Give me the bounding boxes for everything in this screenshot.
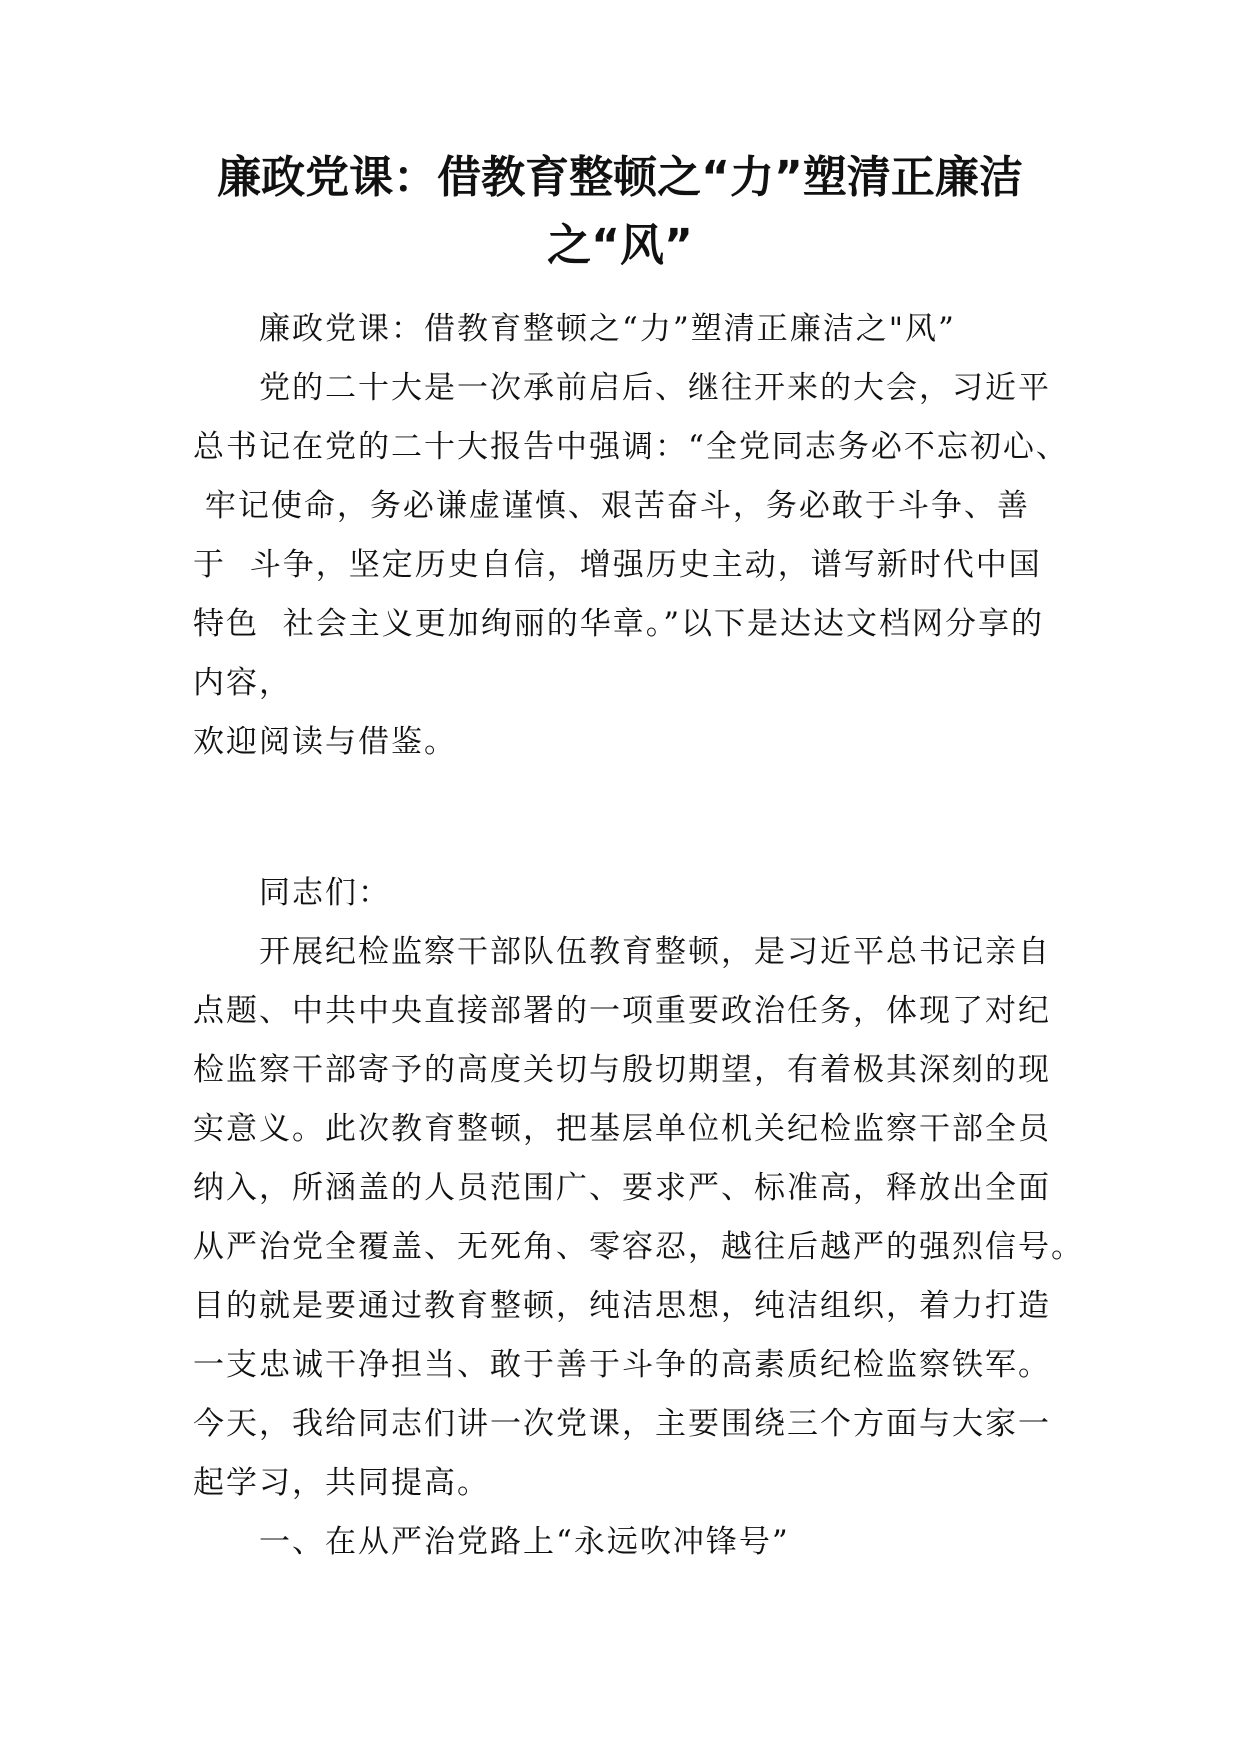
- intro-line: 党的二十大是一次承前启后、继往开来的大会，习近平: [259, 370, 1051, 406]
- intro-line: 欢迎阅读与借鉴。: [193, 724, 457, 760]
- section-heading: 一、在从严治党路上“永远吹冲锋号”: [259, 1524, 790, 1560]
- body-line: 点题、中共中央直接部署的一项重要政治任务，体现了对纪: [193, 993, 1051, 1029]
- body-line: 一支忠诚干净担当、敢于善于斗争的高素质纪检监察铁军。: [193, 1347, 1051, 1383]
- body-line: 检监察干部寄予的高度关切与殷切期望，有着极其深刻的现: [193, 1052, 1051, 1088]
- title-line-2: 之“风”: [547, 220, 693, 271]
- subtitle: 廉政党课：借教育整顿之“力”塑清正廉洁之"风”: [259, 311, 956, 347]
- intro-line: 特色 社会主义更加绚丽的华章。”以下是达达文档网分享的: [193, 606, 1045, 642]
- body-line: 开展纪检监察干部队伍教育整顿，是习近平总书记亲自: [259, 934, 1051, 970]
- greeting: 同志们：: [259, 875, 391, 911]
- intro-line: 牢记使命，务必谦虚谨慎、艰苦奋斗，务必敢于斗争、善: [193, 488, 1030, 524]
- document-body: [193, 300, 1084, 1572]
- body-line: 起学习，共同提高。: [193, 1465, 490, 1501]
- title-line-1: 廉政党课：借教育整顿之“力”塑清正廉洁: [217, 152, 1023, 203]
- intro-line: 于 斗争，坚定历史自信，增强历史主动，谱写新时代中国: [193, 547, 1042, 583]
- body-line: 实意义。此次教育整顿，把基层单位机关纪检监察干部全员: [193, 1111, 1051, 1147]
- document-title: [170, 144, 1070, 280]
- body-line: 今天，我给同志们讲一次党课，主要围绕三个方面与大家一: [193, 1406, 1051, 1442]
- intro-line: 内容，: [193, 665, 292, 701]
- paragraph-spacer: [193, 772, 1063, 864]
- body-line: 从严治党全覆盖、无死角、零容忍，越往后越严的强烈信号。: [193, 1229, 1084, 1265]
- body-line: 纳入，所涵盖的人员范围广、要求严、标准高，释放出全面: [193, 1170, 1051, 1206]
- intro-line: 总书记在党的二十大报告中强调：“全党同志务必不忘初心、: [193, 429, 1069, 465]
- body-line: 目的就是要通过教育整顿，纯洁思想，纯洁组织，着力打造: [193, 1288, 1051, 1324]
